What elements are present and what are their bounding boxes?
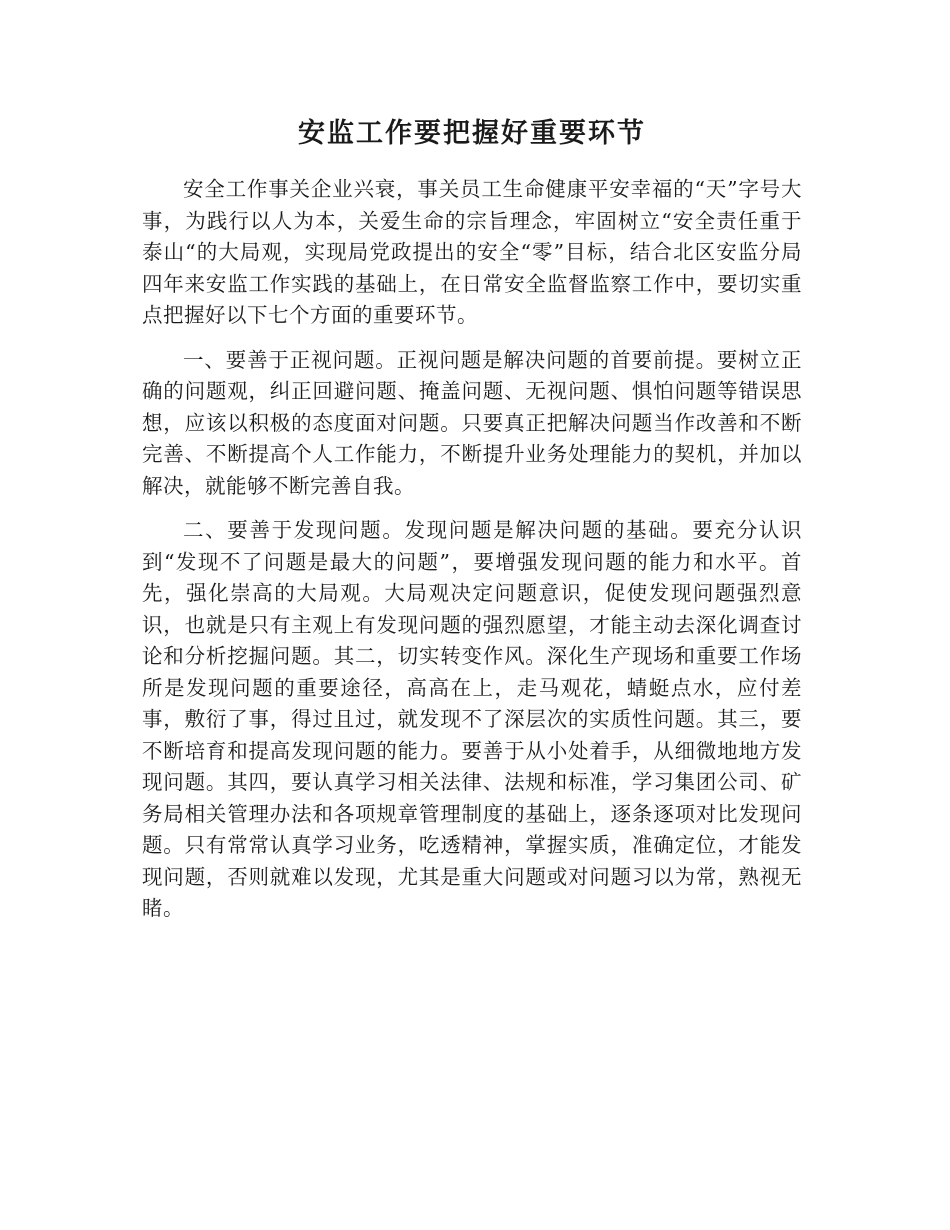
paragraph-section-1: 一、要善于正视问题。正视问题是解决问题的首要前提。要树立正确的问题观，纠正回避问题、掩盖问题、无视问题、惧怕问题等错误思想，应该以积极的态度面对问题。只要真正把解决问题当作改善和不断完善、不断提高个人工作能力，不断提升业务处理能力的契机，并加以解决，就能够不断完善自我。 [142,347,802,498]
paragraph-intro: 安全工作事关企业兴衰，事关员工生命健康平安幸福的“天”字号大事，为践行以人为本，关爱生命的宗旨理念，牢固树立“安全责任重于泰山“的大局观，实现局党政提出的安全“零”目标，结合北区安监分局四年来安监工作实践的基础上，在日常安全监督监察工作中，要切实重点把握好以下七个方面的重要环节。 [142,177,802,327]
document-page [142,100,802,938]
document-title: 安监工作要把握好重要环节 [298,118,646,149]
paragraph-section-2: 二、要善于发现问题。发现问题是解决问题的基础。要充分认识到“发现不了问题是最大的问题”，要增强发现问题的能力和水平。首先，强化崇高的大局观。大局观决定问题意识，促使发现问题强烈意识，也就是只有主观上有发现问题的强烈愿望，才能主动去深化调查讨论和分析挖掘问题。其二，切实转变作风。深化生产现场和重要工作场所是发现问题的重要途径，高高在上，走马观花，蜻蜓点水，应付差事，敷衍了事，得过且过，就发现不了深层次的实质性问题。其三，要不断培育和提高发现问题的能力。要善于从小处着手，从细微地地方发现问题。其四，要认真学习相关法律、法规和标准，学习集团公司、矿务局相关管理办法和各项规章管理制度的基础上，逐条逐项对比发现问题。只有常常认真学习业务，吃透精神，掌握实质，准确定位，才能发现问题，否则就难以发现，尤其是重大问题或对问题习以为常，熟视无睹。 [142,518,802,920]
